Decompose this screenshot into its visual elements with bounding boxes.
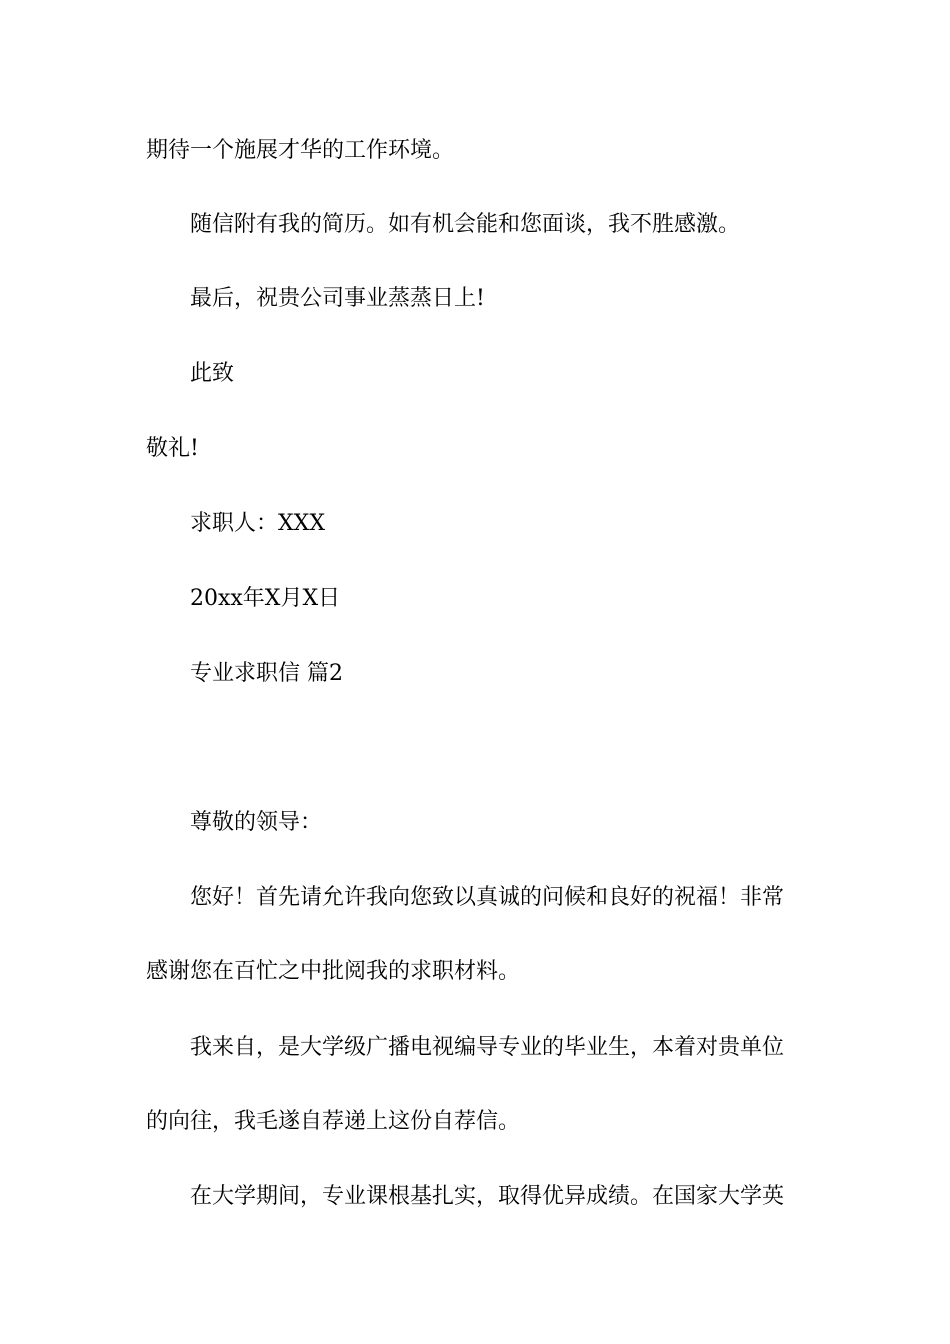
paragraph-line: 随信附有我的简历。如有机会能和您面谈，我不胜感激。 (190, 212, 741, 237)
closing-salutation: 此致 (190, 361, 235, 386)
paragraph-line: 您好！首先请允许我向您致以真诚的问候和良好的祝福！非常 (190, 885, 785, 910)
closing-regards: 敬礼! (146, 436, 199, 461)
greeting: 尊敬的领导： (190, 810, 323, 835)
signature-date: 20xx年X月X日 (190, 586, 341, 611)
paragraph-line: 我来自，是大学级广播电视编导专业的毕业生，本着对贵单位 (190, 1035, 785, 1060)
paragraph-line: 最后，祝贵公司事业蒸蒸日上! (190, 286, 485, 311)
paragraph-line: 期待一个施展才华的工作环境。 (146, 138, 455, 163)
paragraph-line: 的向往，我毛遂自荐递上这份自荐信。 (146, 1109, 521, 1134)
signature-name: 求职人：XXX (190, 511, 325, 536)
section-title: 专业求职信 篇2 (190, 661, 343, 686)
paragraph-line: 在大学期间，专业课根基扎实，取得优异成绩。在国家大学英 (190, 1184, 785, 1209)
paragraph-line: 感谢您在百忙之中批阅我的求职材料。 (146, 959, 521, 984)
